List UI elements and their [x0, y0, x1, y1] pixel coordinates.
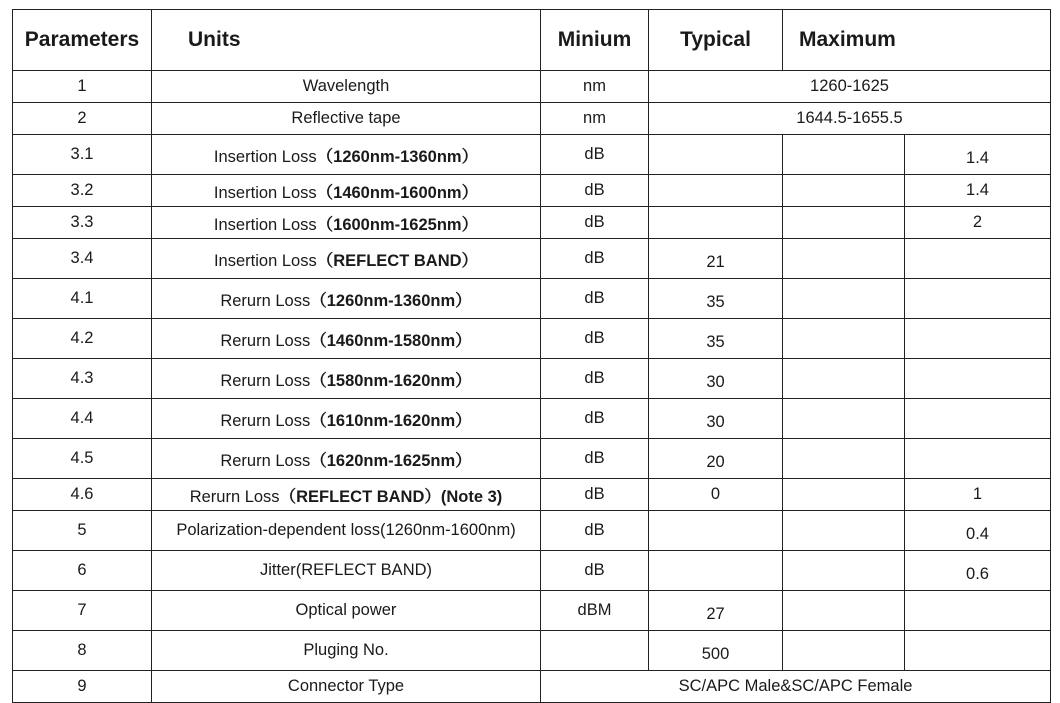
parameter-label: Insertion Loss	[213, 251, 317, 270]
typical-cell	[649, 511, 783, 551]
parameter-name	[152, 135, 541, 175]
unit-cell: nm	[541, 71, 649, 103]
table-row	[13, 399, 1051, 439]
row-number: 4.3	[13, 359, 152, 399]
extra-cell	[783, 239, 905, 279]
parameter-name	[152, 175, 541, 207]
range-cell: 1644.5-1655.5	[649, 103, 1051, 135]
extra-cell	[783, 631, 905, 671]
parameter-name: Optical power	[152, 591, 541, 631]
extra-cell	[783, 511, 905, 551]
parameter-name: Wavelength	[152, 71, 541, 103]
parameter-name: Jitter(REFLECT BAND)	[152, 551, 541, 591]
maximum-cell	[905, 239, 1051, 279]
extra-cell	[783, 399, 905, 439]
header-minium: Minium	[541, 10, 649, 71]
typical-cell: 30	[649, 399, 783, 439]
parameter-name	[152, 279, 541, 319]
parameter-label: Insertion Loss	[213, 183, 317, 202]
table-header	[13, 10, 1051, 71]
parameter-name: Pluging No.	[152, 631, 541, 671]
unit-cell: dB	[541, 511, 649, 551]
parameter-name: Polarization-dependent loss(1260nm-1600nm)	[152, 511, 541, 551]
connector-type-cell: SC/APC Male&SC/APC Female	[541, 671, 1051, 703]
unit-cell: dBM	[541, 591, 649, 631]
row-number: 2	[13, 103, 152, 135]
typical-cell: 27	[649, 591, 783, 631]
table-row	[13, 439, 1051, 479]
maximum-cell	[905, 591, 1051, 631]
maximum-cell	[905, 399, 1051, 439]
parameter-label: Insertion Loss	[213, 215, 317, 234]
parameter-label: Rerurn Loss	[220, 331, 311, 350]
parameter-name	[152, 207, 541, 239]
maximum-cell	[905, 439, 1051, 479]
table-row	[13, 591, 1051, 631]
typical-cell	[649, 551, 783, 591]
table-row	[13, 319, 1051, 359]
typical-cell: 500	[649, 631, 783, 671]
row-number: 4.6	[13, 479, 152, 511]
row-number: 3.4	[13, 239, 152, 279]
parameter-condition: （1260nm-1360nm）	[316, 147, 479, 166]
table-row	[13, 631, 1051, 671]
row-number: 1	[13, 71, 152, 103]
unit-cell: dB	[541, 135, 649, 175]
header-typical: Typical	[649, 10, 783, 71]
table-row	[13, 103, 1051, 135]
typical-cell	[649, 175, 783, 207]
row-number: 5	[13, 511, 152, 551]
unit-cell: dB	[541, 239, 649, 279]
parameter-label: Rerurn Loss	[220, 371, 311, 390]
row-number: 3.3	[13, 207, 152, 239]
parameter-name: Reflective tape	[152, 103, 541, 135]
parameter-condition: （1260nm-1360nm）	[310, 291, 472, 310]
unit-cell	[541, 631, 649, 671]
header-maximum: Maximum	[783, 10, 1051, 71]
typical-cell	[649, 207, 783, 239]
maximum-cell: 0.6	[905, 551, 1051, 591]
table-body	[13, 71, 1051, 703]
row-number: 3.2	[13, 175, 152, 207]
parameter-label: Insertion Loss	[213, 147, 317, 166]
extra-cell	[783, 135, 905, 175]
table-row	[13, 279, 1051, 319]
unit-cell: dB	[541, 399, 649, 439]
parameter-name	[152, 479, 541, 511]
extra-cell	[783, 207, 905, 239]
unit-cell: dB	[541, 319, 649, 359]
table-row	[13, 175, 1051, 207]
row-number: 4.2	[13, 319, 152, 359]
typical-cell: 20	[649, 439, 783, 479]
parameter-name	[152, 359, 541, 399]
typical-cell: 35	[649, 279, 783, 319]
table-row	[13, 511, 1051, 551]
extra-cell	[783, 319, 905, 359]
row-number: 7	[13, 591, 152, 631]
header-units: Units	[152, 10, 541, 71]
maximum-cell: 0.4	[905, 511, 1051, 551]
row-number: 4.1	[13, 279, 152, 319]
table-row	[13, 479, 1051, 511]
table-row	[13, 359, 1051, 399]
maximum-cell: 1.4	[905, 175, 1051, 207]
row-number: 9	[13, 671, 152, 703]
parameter-condition: （REFLECT BAND）(Note 3)	[279, 487, 503, 506]
maximum-cell	[905, 631, 1051, 671]
parameter-label: Rerurn Loss	[220, 451, 311, 470]
parameter-condition: （1460nm-1580nm）	[310, 331, 472, 350]
extra-cell	[783, 359, 905, 399]
table-row	[13, 239, 1051, 279]
parameter-name	[152, 239, 541, 279]
row-number: 8	[13, 631, 152, 671]
range-cell: 1260-1625	[649, 71, 1051, 103]
typical-cell: 35	[649, 319, 783, 359]
parameter-label: Rerurn Loss	[220, 291, 311, 310]
unit-cell: dB	[541, 439, 649, 479]
extra-cell	[783, 479, 905, 511]
parameter-condition: （REFLECT BAND）	[316, 251, 479, 270]
row-number: 4.4	[13, 399, 152, 439]
extra-cell	[783, 175, 905, 207]
parameter-label: Rerurn Loss	[220, 411, 311, 430]
extra-cell	[783, 551, 905, 591]
row-number: 6	[13, 551, 152, 591]
parameter-label: Rerurn Loss	[189, 487, 280, 506]
extra-cell	[783, 279, 905, 319]
header-parameters: Parameters	[13, 10, 152, 71]
parameter-name	[152, 399, 541, 439]
typical-cell: 21	[649, 239, 783, 279]
parameter-condition: （1600nm-1625nm）	[316, 215, 479, 234]
extra-cell	[783, 591, 905, 631]
row-number: 3.1	[13, 135, 152, 175]
unit-cell: dB	[541, 551, 649, 591]
parameter-condition: （1580nm-1620nm）	[310, 371, 472, 390]
table-row	[13, 71, 1051, 103]
unit-cell: nm	[541, 103, 649, 135]
extra-cell	[783, 439, 905, 479]
parameter-condition: （1460nm-1600nm）	[316, 183, 479, 202]
parameter-condition: （1620nm-1625nm）	[310, 451, 472, 470]
table-row	[13, 551, 1051, 591]
header-row	[13, 10, 1051, 71]
parameter-name: Connector Type	[152, 671, 541, 703]
maximum-cell	[905, 279, 1051, 319]
table-row	[13, 135, 1051, 175]
maximum-cell	[905, 359, 1051, 399]
parameter-name	[152, 439, 541, 479]
maximum-cell: 1	[905, 479, 1051, 511]
table-row	[13, 207, 1051, 239]
maximum-cell: 2	[905, 207, 1051, 239]
unit-cell: dB	[541, 359, 649, 399]
typical-cell: 0	[649, 479, 783, 511]
unit-cell: dB	[541, 479, 649, 511]
unit-cell: dB	[541, 207, 649, 239]
typical-cell	[649, 135, 783, 175]
maximum-cell: 1.4	[905, 135, 1051, 175]
unit-cell: dB	[541, 279, 649, 319]
parameter-condition: （1610nm-1620nm）	[310, 411, 472, 430]
maximum-cell	[905, 319, 1051, 359]
parameter-name	[152, 319, 541, 359]
typical-cell: 30	[649, 359, 783, 399]
table-row	[13, 671, 1051, 703]
spec-table	[12, 9, 1051, 703]
unit-cell: dB	[541, 175, 649, 207]
row-number: 4.5	[13, 439, 152, 479]
